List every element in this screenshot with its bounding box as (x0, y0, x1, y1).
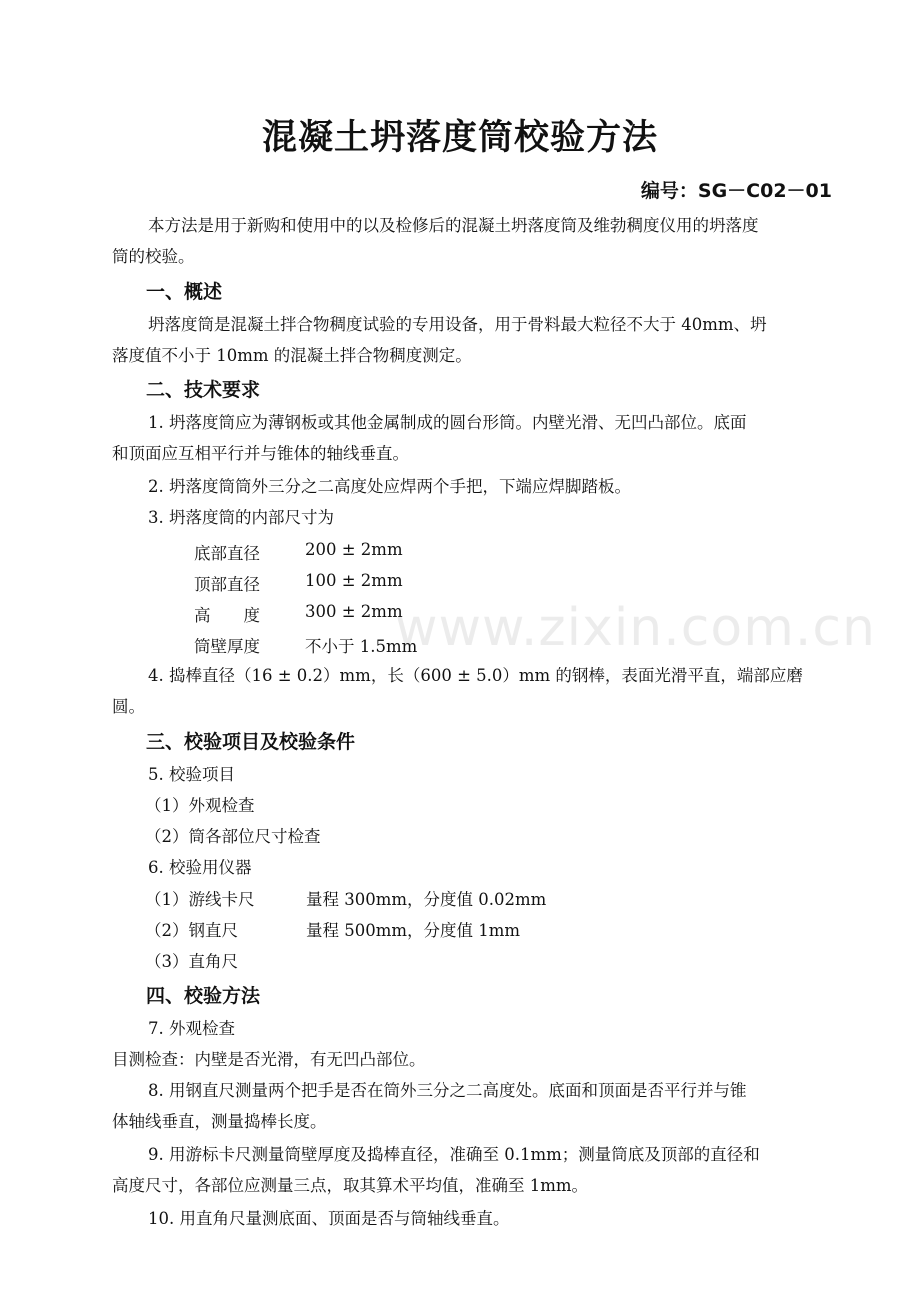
spec-name: 顶部直径 (194, 575, 260, 594)
instrument-name: （3）直角尺 (145, 952, 238, 971)
method-item-8-line-2: 体轴线垂直，测量捣棒长度。 (112, 1112, 327, 1131)
check-item-5: 5. 校验项目 (148, 765, 235, 784)
instrument-spec: 量程 500mm，分度值 1mm (306, 921, 521, 940)
method-item-7: 7. 外观检查 (148, 1019, 235, 1038)
method-item-9-line-2: 高度尺寸，各部位应测量三点，取其算术平均值，准确至 1mm。 (112, 1176, 589, 1195)
document-code: 编号：SG－C02－01 (640, 180, 832, 202)
spec-value: 100 ± 2mm (305, 571, 403, 590)
spec-value: 200 ± 2mm (305, 540, 403, 559)
check-item-6: 6. 校验用仪器 (148, 858, 252, 877)
tech-item-2: 2. 坍落度筒筒外三分之二高度处应焊两个手把，下端应焊脚踏板。 (148, 477, 631, 496)
tech-item-4-line-1: 4. 捣棒直径（16 ± 0.2）mm，长（600 ± 5.0）mm 的钢棒，表面光滑平直，端部应磨 (148, 666, 803, 685)
section-heading-tech: 二、技术要求 (146, 379, 261, 401)
watermark: www.zixin.com.cn (395, 598, 876, 658)
method-item-9-line-1: 9. 用游标卡尺测量筒壁厚度及捣棒直径，准确至 0.1mm；测量筒底及顶部的直径和 (148, 1145, 760, 1164)
tech-item-3: 3. 坍落度筒的内部尺寸为 (148, 508, 334, 527)
spec-name: 高 度 (194, 606, 260, 625)
overview-line-2: 落度值不小于 10mm 的混凝土拌合物稠度测定。 (112, 346, 472, 365)
check-item-5a: （1）外观检查 (145, 796, 255, 815)
spec-name: 底部直径 (194, 544, 260, 563)
section-heading-items: 三、校验项目及校验条件 (146, 731, 356, 753)
spec-value: 不小于 1.5mm (305, 637, 418, 656)
overview-line-1: 坍落度筒是混凝土拌合物稠度试验的专用设备，用于骨料最大粒径不大于 40mm、坍 (148, 315, 767, 334)
tech-item-4-line-2: 圆。 (112, 697, 145, 716)
instrument-spec: 量程 300mm，分度值 0.02mm (306, 890, 547, 909)
intro-line-1: 本方法是用于新购和使用中的以及检修后的混凝土坍落度筒及维勃稠度仪用的坍落度 (148, 216, 759, 235)
instrument-name: （2）钢直尺 (145, 921, 238, 940)
tech-item-1-line-2: 和顶面应互相平行并与锥体的轴线垂直。 (112, 444, 409, 463)
method-item-10: 10. 用直角尺量测底面、顶面是否与筒轴线垂直。 (148, 1209, 510, 1228)
document-title: 混凝土坍落度筒校验方法 (261, 118, 658, 158)
spec-value: 300 ± 2mm (305, 602, 403, 621)
method-item-8-line-1: 8. 用钢直尺测量两个把手是否在筒外三分之二高度处。底面和顶面是否平行并与锥 (148, 1081, 747, 1100)
check-item-5b: （2）筒各部位尺寸检查 (145, 827, 321, 846)
tech-item-1-line-1: 1. 坍落度筒应为薄钢板或其他金属制成的圆台形筒。内壁光滑、无凹凸部位。底面 (148, 413, 747, 432)
method-item-7-text: 目测检查：内壁是否光滑，有无凹凸部位。 (112, 1050, 426, 1069)
section-heading-overview: 一、概述 (146, 281, 223, 303)
instrument-name: （1）游线卡尺 (145, 890, 255, 909)
spec-name: 筒壁厚度 (194, 637, 260, 656)
intro-line-2: 筒的校验。 (112, 247, 195, 266)
section-heading-method: 四、校验方法 (146, 985, 261, 1007)
